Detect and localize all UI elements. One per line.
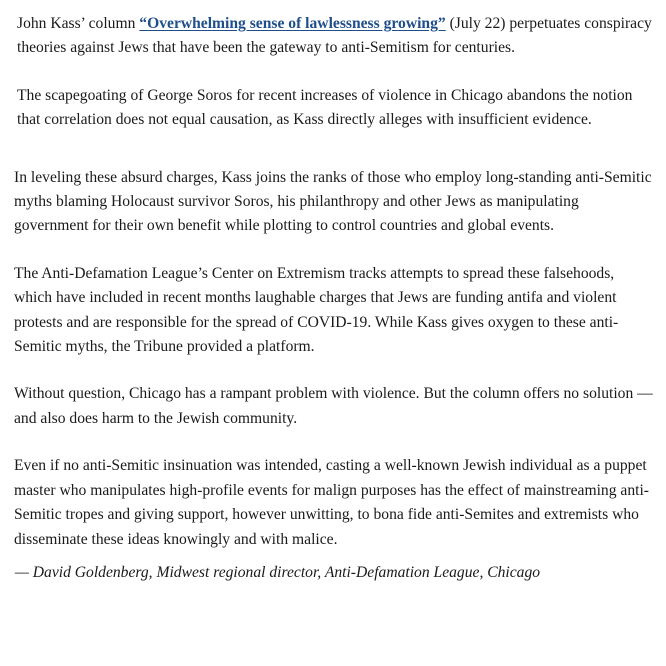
paragraph-2: The scapegoating of George Soros for recent increases of violence in Chicago abandons the notion that correlation does not equal causation, as Kass directly alleges with insufficient evidence. [17,86,633,129]
section-gap [14,156,654,166]
paragraph-6: Even if no anti-Semitic insinuation was intended, casting a well-known Jewish individual as a puppet master who manipulates high-profile events for malign purposes has the effect of mainstreaming anti-Semitic tropes and giving support, however unwitting, to bona fide anti-Semites and extremists who disseminate these ideas knowingly and with malice. [14,457,649,548]
paragraph-1 [14,12,654,61]
paragraph-4: The Anti-Defamation League’s Center on Extremism tracks attempts to spread these falsehoods, which have included in recent months laughable charges that Jews are funding antifa and violent protests and are responsible for the spread of COVID-19. While Kass gives oxygen to these anti-Semitic myths, the Tribune provided a platform. [14,264,619,356]
letter-to-editor [14,12,654,585]
paragraph-3: In leveling these absurd charges, Kass joins the ranks of those who employ long-standing anti-Semitic myths blaming Holocaust survivor Soros, his philanthropy and other Jews as manipulating government for their own benefit while plotting to control countries and global events. [14,168,652,235]
paragraph-1-rest: (July 22) perpetuates conspiracy theories against Jews that have been the gateway to anti-Semitism for centuries. [17,15,652,57]
column-link[interactable]: “Overwhelming sense of lawlessness growing” [139,15,446,32]
paragraph-1-intro: John Kass’ column [17,15,140,32]
signature-line: — David Goldenberg, Midwest regional director, Anti-Defamation League, Chicago [15,563,541,581]
paragraph-5: Without question, Chicago has a rampant problem with violence. But the column offers no solution — and also does harm to the Jewish community. [14,385,653,427]
